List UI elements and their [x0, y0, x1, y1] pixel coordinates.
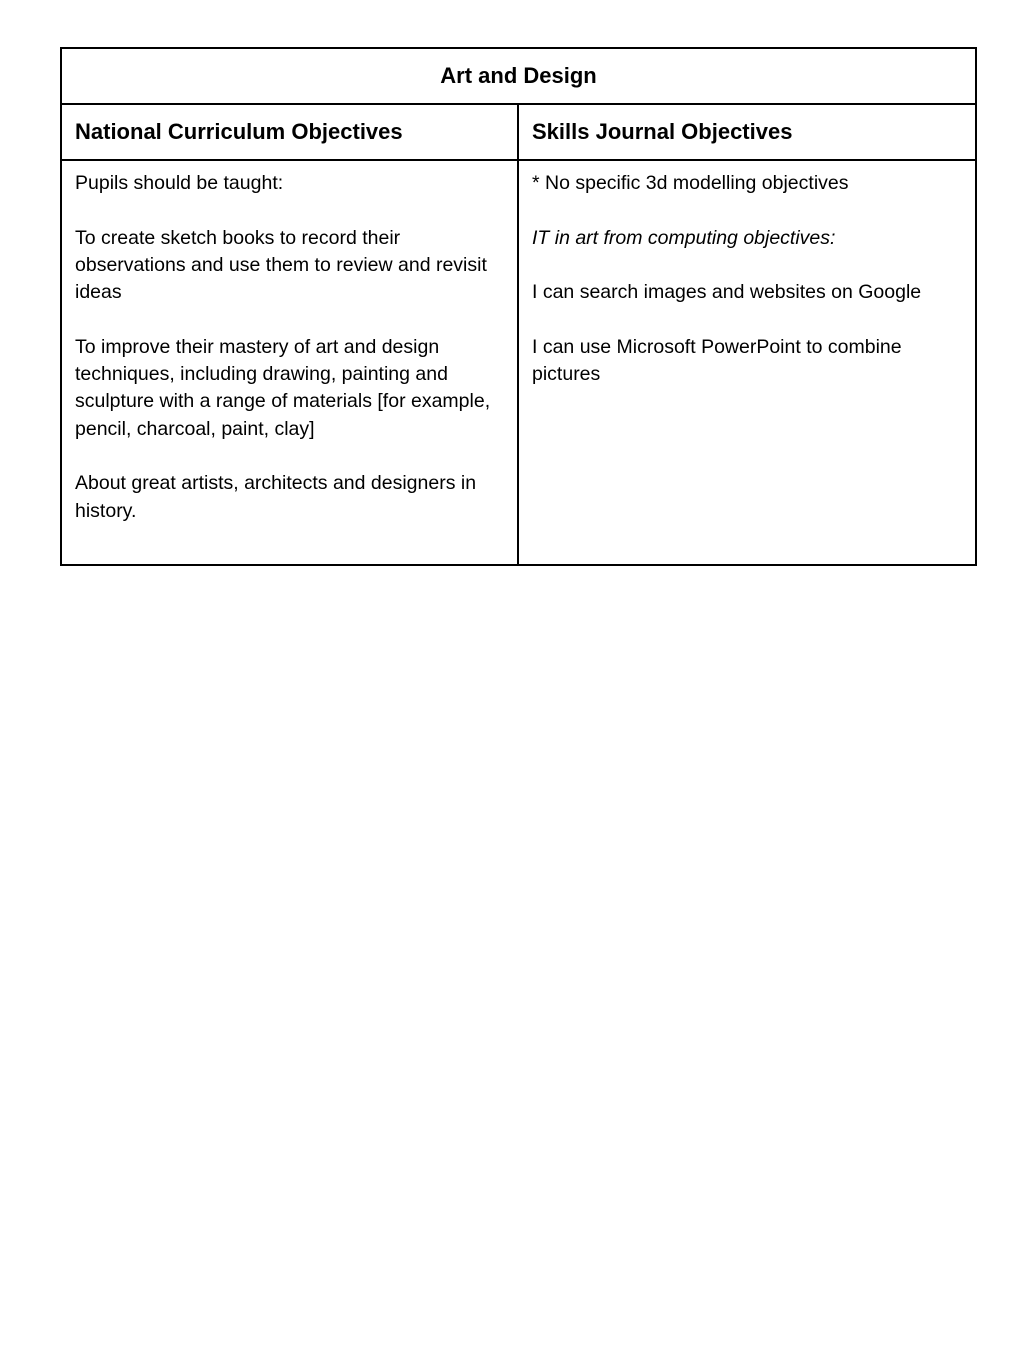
- left-paragraph: About great artists, architects and designers in history.: [75, 472, 477, 522]
- content-row: [61, 160, 976, 565]
- right-paragraph: I can search images and websites on Google: [532, 281, 922, 304]
- right-paragraph: I can use Microsoft PowerPoint to combine pictures: [532, 335, 902, 386]
- title-row: [61, 48, 976, 104]
- header-row: [61, 104, 976, 160]
- skills-journal-header: Skills Journal Objectives: [518, 104, 976, 160]
- national-curriculum-header: National Curriculum Objectives: [61, 104, 518, 160]
- right-paragraph: * No specific 3d modelling objectives: [532, 172, 849, 194]
- table-title: Art and Design: [61, 48, 976, 104]
- right-paragraph-italic: IT in art from computing objectives:: [532, 226, 836, 249]
- left-paragraph: To create sketch books to record their observations and use them to review and revisit ideas: [75, 226, 487, 304]
- national-curriculum-cell: [61, 160, 518, 565]
- objectives-table: [60, 47, 977, 566]
- skills-journal-cell: [518, 160, 976, 565]
- left-paragraph: Pupils should be taught:: [75, 172, 284, 194]
- left-paragraph: To improve their mastery of art and design techniques, including drawing, painting and sculpture with a range of materials [for example, pencil, charcoal, paint, clay]: [75, 335, 491, 440]
